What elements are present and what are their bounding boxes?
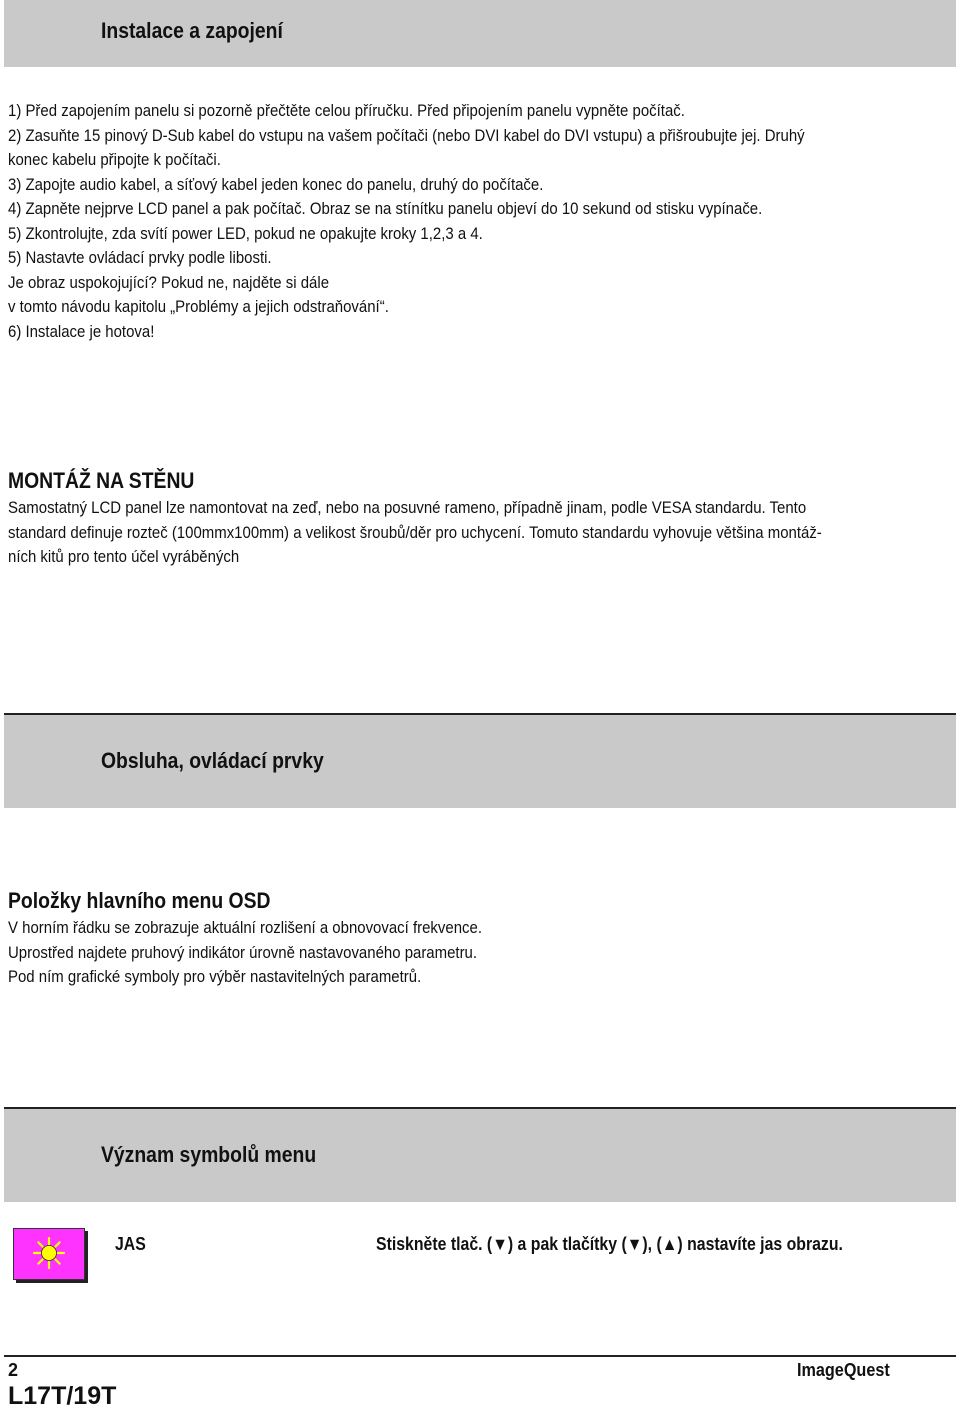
wall-mount-line: ních kitů pro tento účel vyráběných xyxy=(8,547,240,566)
install-line: 2) Zasuňte 15 pinový D-Sub kabel do vstupu na vašem počítači (nebo DVI kabel do DVI vstupu) a přišroubujte jej. Druhý xyxy=(8,125,805,145)
section-title-symbols: Význam symbolů menu xyxy=(101,1142,317,1167)
brand-name: ImageQuest xyxy=(797,1360,890,1380)
install-line: 1) Před zapojením panelu si pozorně přečtěte celou příručku. Před připojením panelu vypněte počítač. xyxy=(8,101,685,120)
osd-text xyxy=(8,916,482,990)
install-line: v tomto návodu kapitolu „Problémy a jejich odstraňování“. xyxy=(8,297,389,316)
osd-line: Uprostřed najdete pruhový indikátor úrovně nastavovaného parametru. xyxy=(8,942,478,962)
install-line: Je obraz uspokojující? Pokud ne, najděte si dále xyxy=(8,272,330,292)
wall-mount-text xyxy=(8,496,822,570)
section-header-controls xyxy=(4,713,956,808)
install-line: 5) Zkontrolujte, zda svítí power LED, pokud ne opakujte kroky 1,2,3 a 4. xyxy=(8,223,483,243)
wall-mount-heading: MONTÁŽ NA STĚNU xyxy=(8,468,195,493)
install-line: 3) Zapojte audio kabel, a síťový kabel jeden konec do panelu, druhý do počítače. xyxy=(8,174,544,194)
brightness-symbol-box xyxy=(13,1228,85,1280)
wall-mount-line: standard definuje rozteč (100mmx100mm) a velikost šroubů/děr pro uchycení. Tomuto standardu vyhovuje většina montáž- xyxy=(8,522,822,542)
symbol-description-jas: Stiskněte tlač. (▼) a pak tlačítky (▼), (▲) nastavíte jas obrazu. xyxy=(376,1234,843,1254)
install-instructions xyxy=(8,99,805,344)
install-line: 6) Instalace je hotova! xyxy=(8,321,155,341)
section-title-install: Instalace a zapojení xyxy=(101,18,283,43)
osd-line: Pod ním grafické symboly pro výběr nastavitelných parametrů. xyxy=(8,967,422,986)
install-line: 5) Nastavte ovládací prvky podle libosti. xyxy=(8,248,272,267)
osd-heading: Položky hlavního menu OSD xyxy=(8,888,271,913)
page-number: 2 xyxy=(8,1360,19,1380)
model-name: L17T/19T xyxy=(8,1382,117,1410)
osd-line: V horním řádku se zobrazuje aktuální rozlišení a obnovovací frekvence. xyxy=(8,918,482,937)
section-header-symbols xyxy=(4,1107,956,1202)
install-line: konec kabelu připojte k počítači. xyxy=(8,150,221,169)
sun-icon xyxy=(32,1236,66,1270)
footer-divider xyxy=(4,1355,956,1357)
wall-mount-line: Samostatný LCD panel lze namontovat na zeď, nebo na posuvné rameno, případně jinam, podle VESA standardu. Tento xyxy=(8,498,807,517)
section-header-install xyxy=(4,0,956,67)
install-line: 4) Zapněte nejprve LCD panel a pak počítač. Obraz se na stínítku panelu objeví do 10 sekund od stisku vypínače. xyxy=(8,199,763,218)
section-title-controls: Obsluha, ovládací prvky xyxy=(101,748,324,773)
symbol-name-jas: JAS xyxy=(115,1234,146,1254)
